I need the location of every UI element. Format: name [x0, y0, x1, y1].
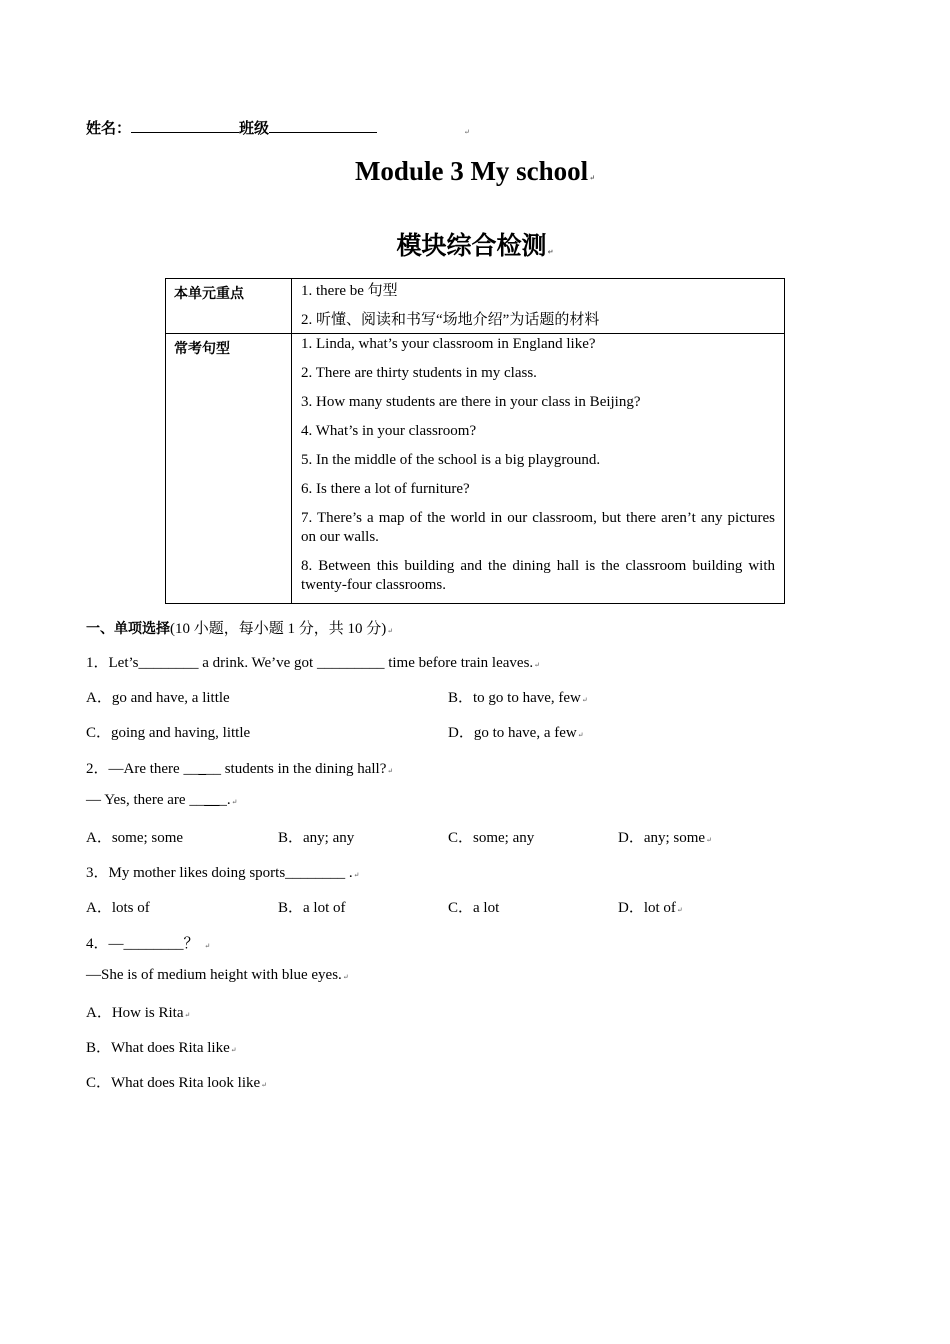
question-stem: 1．Let’s________ a drink. We’ve got _________ time before train leaves.↵: [86, 655, 541, 671]
sentence-item: 2. There are thirty students in my class.: [301, 365, 537, 381]
name-field[interactable]: [131, 118, 239, 133]
question-answer-line: —She is of medium height with blue eyes.↵: [86, 967, 349, 983]
sentence-item: 5. In the middle of the school is a big playground.: [301, 452, 601, 468]
option-a[interactable]: A．some; some: [86, 830, 184, 846]
option-c[interactable]: C．What does Rita look like↵: [86, 1075, 268, 1091]
key-points-table: [165, 278, 785, 604]
sentence-item: 7. There’s a map of the world in our classroom, but there aren’t any pictures on our walls.: [301, 510, 775, 545]
option-d[interactable]: D．any; some↵: [618, 830, 712, 846]
option-d[interactable]: D．go to have, a few↵: [448, 725, 584, 741]
page-title: Module 3 My school↵: [354, 156, 596, 186]
focus-item: 1. there be 句型: [301, 283, 398, 299]
class-label: 班级: [239, 121, 270, 137]
sentence-item: 8. Between this building and the dining hall is the classroom building with twenty-four classrooms.: [301, 558, 775, 593]
option-c[interactable]: C．going and having, little: [86, 725, 251, 741]
sentences-cell: [292, 334, 785, 604]
option-c[interactable]: C．some; any: [448, 830, 535, 846]
option-a[interactable]: A．lots of: [86, 900, 150, 916]
option-b[interactable]: B．a lot of: [278, 900, 346, 916]
focus-cell: [292, 279, 785, 334]
question-stem: 2．—Are there _____ students in the dining hall?↵: [86, 761, 394, 777]
question-stem: 4．—________？ ↵: [86, 936, 211, 952]
question-answer-line: — Yes, there are _____.↵: [86, 792, 238, 808]
focus-item: 2. 听懂、阅读和书写“场地介绍”为话题的材料: [301, 312, 600, 328]
name-label: 姓名：: [86, 121, 132, 137]
sentence-item: 4. What’s in your classroom?: [301, 423, 477, 439]
option-a[interactable]: A．How is Rita↵: [86, 1005, 191, 1021]
option-c[interactable]: C．a lot: [448, 900, 500, 916]
sentence-item: 3. How many students are there in your class in Beijing?: [301, 394, 641, 410]
option-b[interactable]: B．What does Rita like↵: [86, 1040, 237, 1056]
class-field[interactable]: [269, 118, 377, 133]
option-a[interactable]: A．go and have, a little: [86, 690, 230, 706]
section-heading: 一、单项选择(10 小题，每小题 1 分，共 10 分)↵: [86, 621, 394, 637]
sentence-item: 1. Linda, what’s your classroom in England like?: [301, 336, 596, 352]
student-info-line: [86, 117, 377, 138]
option-d[interactable]: D．lot of↵: [618, 900, 683, 916]
paragraph-mark: ↵: [464, 128, 470, 136]
option-b[interactable]: B．to go to have, few↵: [448, 690, 588, 706]
option-b[interactable]: B．any; any: [278, 830, 355, 846]
sentence-item: 6. Is there a lot of furniture?: [301, 481, 470, 497]
focus-label: 本单元重点: [166, 279, 292, 334]
question-stem: 3．My mother likes doing sports________ .↵: [86, 865, 360, 881]
sentences-label: 常考句型: [166, 334, 292, 604]
page-subtitle: 模块综合检测↵: [396, 231, 554, 260]
